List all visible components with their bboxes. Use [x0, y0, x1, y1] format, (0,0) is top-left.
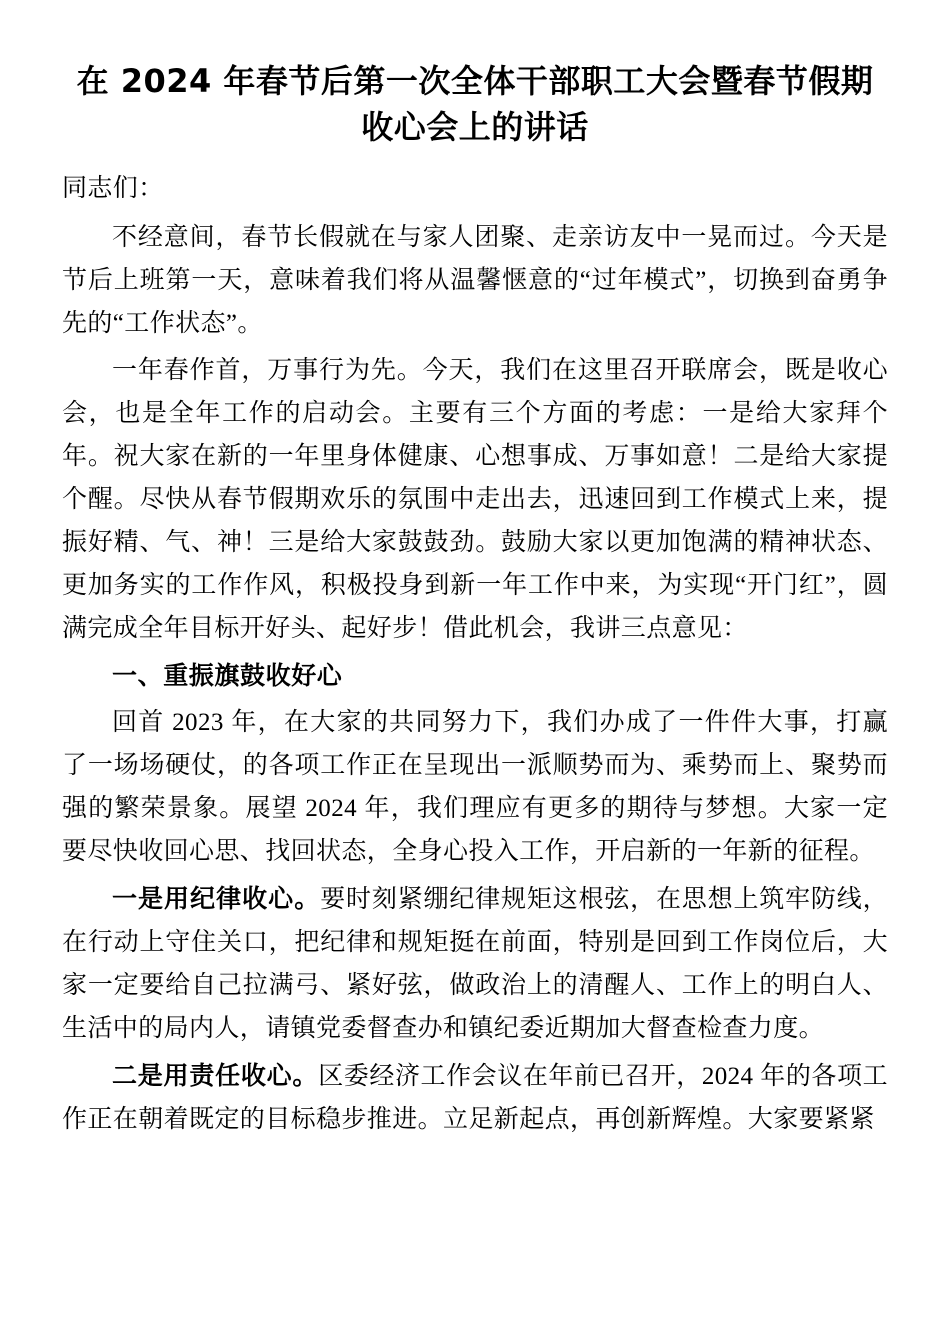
section-heading: 一、重振旗鼓收好心	[112, 660, 343, 690]
document-body	[62, 216, 888, 1141]
paragraph	[62, 1054, 888, 1141]
page-title: 在 2024 年春节后第一次全体干部职工大会暨春节假期收心会上的讲话	[76, 62, 874, 147]
paragraph: 回首 2023 年，在大家的共同努力下，我们办成了一件件大事，打赢了一场场硬仗，的各项工作正在呈现出一派顺势而为、乘势而上、聚势而强的繁荣景象。展望 2024 年，我们理应有更多的期待与梦想。大家一定要尽快收回心思、找回状态，全身心投入工作，开启新的一年新的征程。	[62, 708, 888, 865]
paragraph: 不经意间，春节长假就在与家人团聚、走亲访友中一晃而过。今天是节后上班第一天，意味着我们将从温馨惬意的“过年模式”，切换到奋勇争先的“工作状态”。	[62, 223, 888, 337]
salutation: 同志们：	[62, 174, 164, 202]
paragraph-text: 要时刻紧绷纪律规矩这根弦，在思想上筑牢防线，在行动上守住关口，把纪律和规矩挺在前面，特别是回到工作岗位后，大家一定要给自己拉满弓、紧好弦，做政治上的清醒人、工作上的明白人、生活中的局内人，请镇党委督查办和镇纪委近期加大督查检查力度。	[62, 885, 888, 1042]
paragraph-lead: 一是用纪律收心。	[112, 883, 321, 913]
paragraph-text: 区委经济工作会议在年前已召开，2024 年的各项工作正在朝着既定的目标稳步推进。立足新起点，再创新辉煌。大家要紧紧	[62, 1062, 888, 1133]
paragraph-lead: 二是用责任收心。	[112, 1060, 319, 1090]
paragraph	[62, 877, 888, 1050]
paragraph: 一年春作首，万事行为先。今天，我们在这里召开联席会，既是收心会，也是全年工作的启动会。主要有三个方面的考虑：一是给大家拜个年。祝大家在新的一年里身体健康、心想事成、万事如意！二是给大家提个醒。尽快从春节假期欢乐的氛围中走出去，迅速回到工作模式上来，提振好精、气、神！三是给大家鼓鼓劲。鼓励大家以更加饱满的精神状态、更加务实的工作作风，积极投身到新一年工作中来，为实现“开门红”，圆满完成全年目标开好头、起好步！借此机会，我讲三点意见：	[62, 356, 888, 642]
